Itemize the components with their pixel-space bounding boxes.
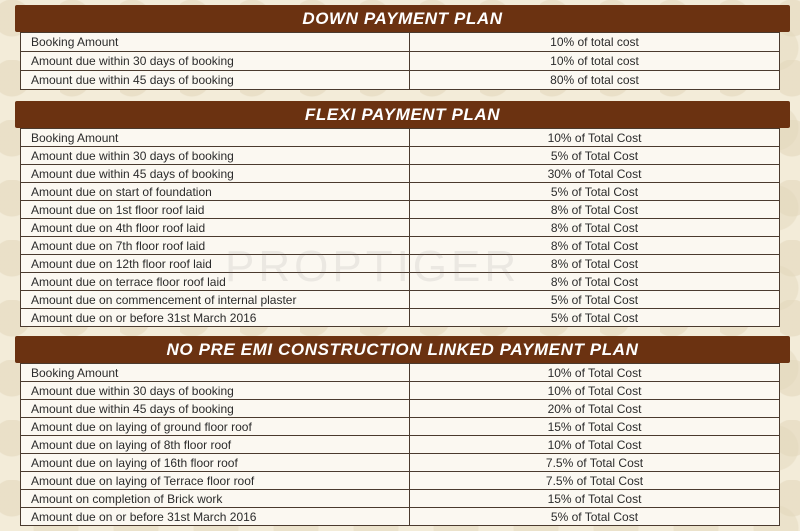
row-label: Amount due within 45 days of booking [21,165,410,183]
table-row [21,219,780,237]
row-label: Amount due on or before 31st March 2016 [21,508,410,526]
table-row [21,436,780,454]
row-value: 8% of Total Cost [410,237,780,255]
table-row [21,454,780,472]
row-label: Amount due on 12th floor roof laid [21,255,410,273]
table-row [21,129,780,147]
table-row [21,52,780,71]
row-value: 5% of Total Cost [410,508,780,526]
row-label: Amount due on start of foundation [21,183,410,201]
row-value: 8% of Total Cost [410,219,780,237]
row-label: Amount due within 30 days of booking [21,52,410,71]
row-value: 8% of Total Cost [410,273,780,291]
row-value: 10% of Total Cost [410,129,780,147]
row-label: Booking Amount [21,364,410,382]
row-value: 10% of Total Cost [410,436,780,454]
row-value: 30% of Total Cost [410,165,780,183]
plan-title: DOWN PAYMENT PLAN [15,5,790,32]
down-payment-plan-section [15,5,790,90]
table-row [21,418,780,436]
table-row [21,71,780,90]
table-row [21,183,780,201]
row-value: 10% of total cost [410,33,780,52]
row-label: Amount due on 1st floor roof laid [21,201,410,219]
row-value: 5% of Total Cost [410,291,780,309]
row-label: Amount due within 30 days of booking [21,147,410,165]
table-row [21,382,780,400]
row-value: 5% of Total Cost [410,147,780,165]
row-label: Amount due on 4th floor roof laid [21,219,410,237]
table-row [21,291,780,309]
no-pre-emi-plan-section [15,336,790,526]
payment-table [20,32,780,90]
row-label: Amount due on or before 31st March 2016 [21,309,410,327]
row-label: Amount on completion of Brick work [21,490,410,508]
row-value: 10% of total cost [410,52,780,71]
row-label: Amount due on commencement of internal plaster [21,291,410,309]
table-row [21,508,780,526]
row-value: 8% of Total Cost [410,255,780,273]
row-value: 7.5% of Total Cost [410,472,780,490]
row-value: 10% of Total Cost [410,364,780,382]
row-value: 15% of Total Cost [410,490,780,508]
row-value: 20% of Total Cost [410,400,780,418]
table-row [21,490,780,508]
row-value: 10% of Total Cost [410,382,780,400]
row-label: Amount due on 7th floor roof laid [21,237,410,255]
row-label: Amount due within 45 days of booking [21,400,410,418]
table-row [21,364,780,382]
row-label: Amount due on laying of ground floor roof [21,418,410,436]
row-value: 7.5% of Total Cost [410,454,780,472]
plan-title: NO PRE EMI CONSTRUCTION LINKED PAYMENT PLAN [15,336,790,363]
plan-title: FLEXI PAYMENT PLAN [15,101,790,128]
table-row [21,165,780,183]
row-value: 80% of total cost [410,71,780,90]
row-value: 8% of Total Cost [410,201,780,219]
table-row [21,147,780,165]
payment-table [20,363,780,526]
row-label: Booking Amount [21,129,410,147]
row-value: 15% of Total Cost [410,418,780,436]
table-row [21,201,780,219]
row-label: Amount due within 45 days of booking [21,71,410,90]
row-label: Amount due on laying of Terrace floor roof [21,472,410,490]
payment-table [20,128,780,327]
row-label: Booking Amount [21,33,410,52]
table-row [21,400,780,418]
table-row [21,309,780,327]
row-label: Amount due within 30 days of booking [21,382,410,400]
row-value: 5% of Total Cost [410,309,780,327]
watermark: PROPTIGER [225,242,521,291]
row-label: Amount due on terrace floor roof laid [21,273,410,291]
table-row [21,33,780,52]
row-value: 5% of Total Cost [410,183,780,201]
row-label: Amount due on laying of 8th floor roof [21,436,410,454]
row-label: Amount due on laying of 16th floor roof [21,454,410,472]
flexi-payment-plan-section [15,101,790,327]
table-row [21,472,780,490]
